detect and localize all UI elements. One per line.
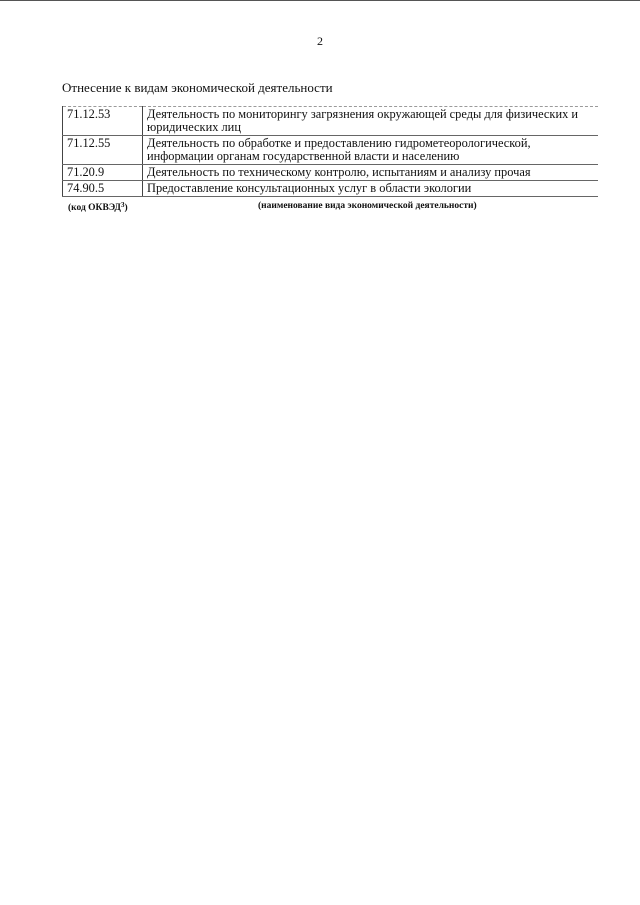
page-top-border — [0, 0, 640, 1]
footnote-marker: 3 — [120, 201, 125, 209]
caption-code-text: (код ОКВЭД — [68, 203, 121, 213]
activity-name-line: Деятельность по обработке и предоставлению гидрометеорологической, — [147, 136, 531, 150]
activity-name-line: информации органам государственной власти и населению — [147, 149, 460, 163]
section-heading: Отнесение к видам экономической деятельности — [62, 80, 333, 95]
table-captions — [62, 201, 598, 213]
okved-code: 71.12.53 — [63, 107, 143, 136]
activity-name-line: Деятельность по мониторингу загрязнения окружающей среды для физических и — [147, 107, 579, 121]
caption-code-close: ) — [124, 203, 128, 213]
okved-table — [62, 106, 598, 197]
activity-name — [143, 107, 599, 136]
caption-activity-name: (наименование вида экономической деятельности) — [258, 201, 477, 211]
table-row — [63, 107, 599, 136]
okved-code: 71.20.9 — [63, 165, 143, 181]
activity-name — [143, 165, 599, 181]
table-row — [63, 165, 599, 181]
okved-code: 71.12.55 — [63, 136, 143, 165]
okved-code: 74.90.5 — [63, 181, 143, 197]
activity-name — [143, 181, 599, 197]
activity-name — [143, 136, 599, 165]
page-number: 2 — [317, 34, 323, 48]
table-row — [63, 181, 599, 197]
caption-okved-code — [68, 201, 128, 213]
activity-name-line: юридических лиц — [147, 120, 241, 134]
table-row — [63, 136, 599, 165]
activity-name-line: Предоставление консультационных услуг в области экологии — [147, 181, 472, 195]
activity-name-line: Деятельность по техническому контролю, испытаниям и анализу прочая — [147, 165, 531, 179]
